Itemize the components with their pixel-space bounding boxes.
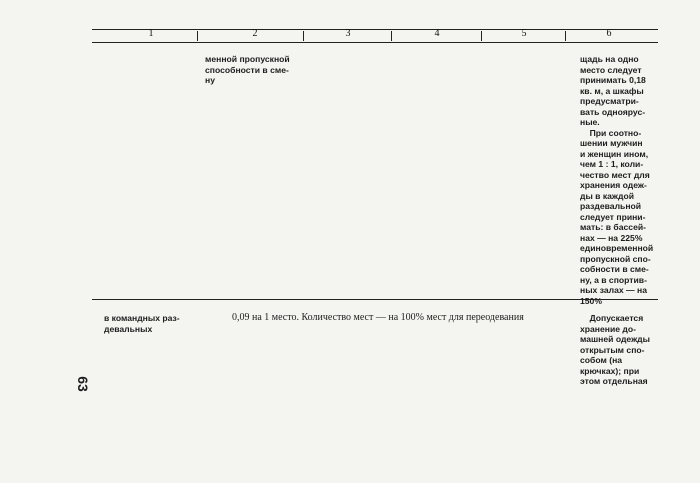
header-top-rule [92,29,658,30]
row1-col2-text: менной пропускной способности в сме- ну [205,54,290,85]
header-col-3: 3 [345,28,351,39]
header-col-4: 4 [434,28,440,39]
header-separator-4 [481,31,482,41]
header-separator-2 [303,31,304,41]
header-col-2: 2 [252,28,258,39]
row2-col6-text: Допускается хранение до- машней одежды открытым спо- собом (на крючках); при этом отдельная [580,313,650,386]
header-col-6: 6 [606,28,612,39]
header-bottom-rule [92,42,658,43]
header-col-1: 1 [148,28,154,39]
row-separator-rule [92,299,658,300]
row1-col6-text: щадь на одно место следует принимать 0,18 кв. м, а шкафы предусматри- вать одноярус- ные. При соотно- шении мужчин и женщин ином, чем 1 : 1, коли- чество мест для хранения одеж- ды в каждой раздевальной следует прини- мать: в бассей- нах — на 225% единовременной пропускной спо- собности в сме- ну, а в спортив- ных залах — на 150% [580,54,654,306]
header-separator-5 [565,31,566,41]
row2-col1-text: в командных раз- девальных [104,313,180,334]
row2-col2-5-text: 0,09 на 1 место. Количество мест — на 100% мест для переодевания [232,312,524,323]
page-number: 63 [74,376,91,392]
header-col-5: 5 [521,28,527,39]
header-separator-3 [391,31,392,41]
header-separator-1 [197,31,198,41]
